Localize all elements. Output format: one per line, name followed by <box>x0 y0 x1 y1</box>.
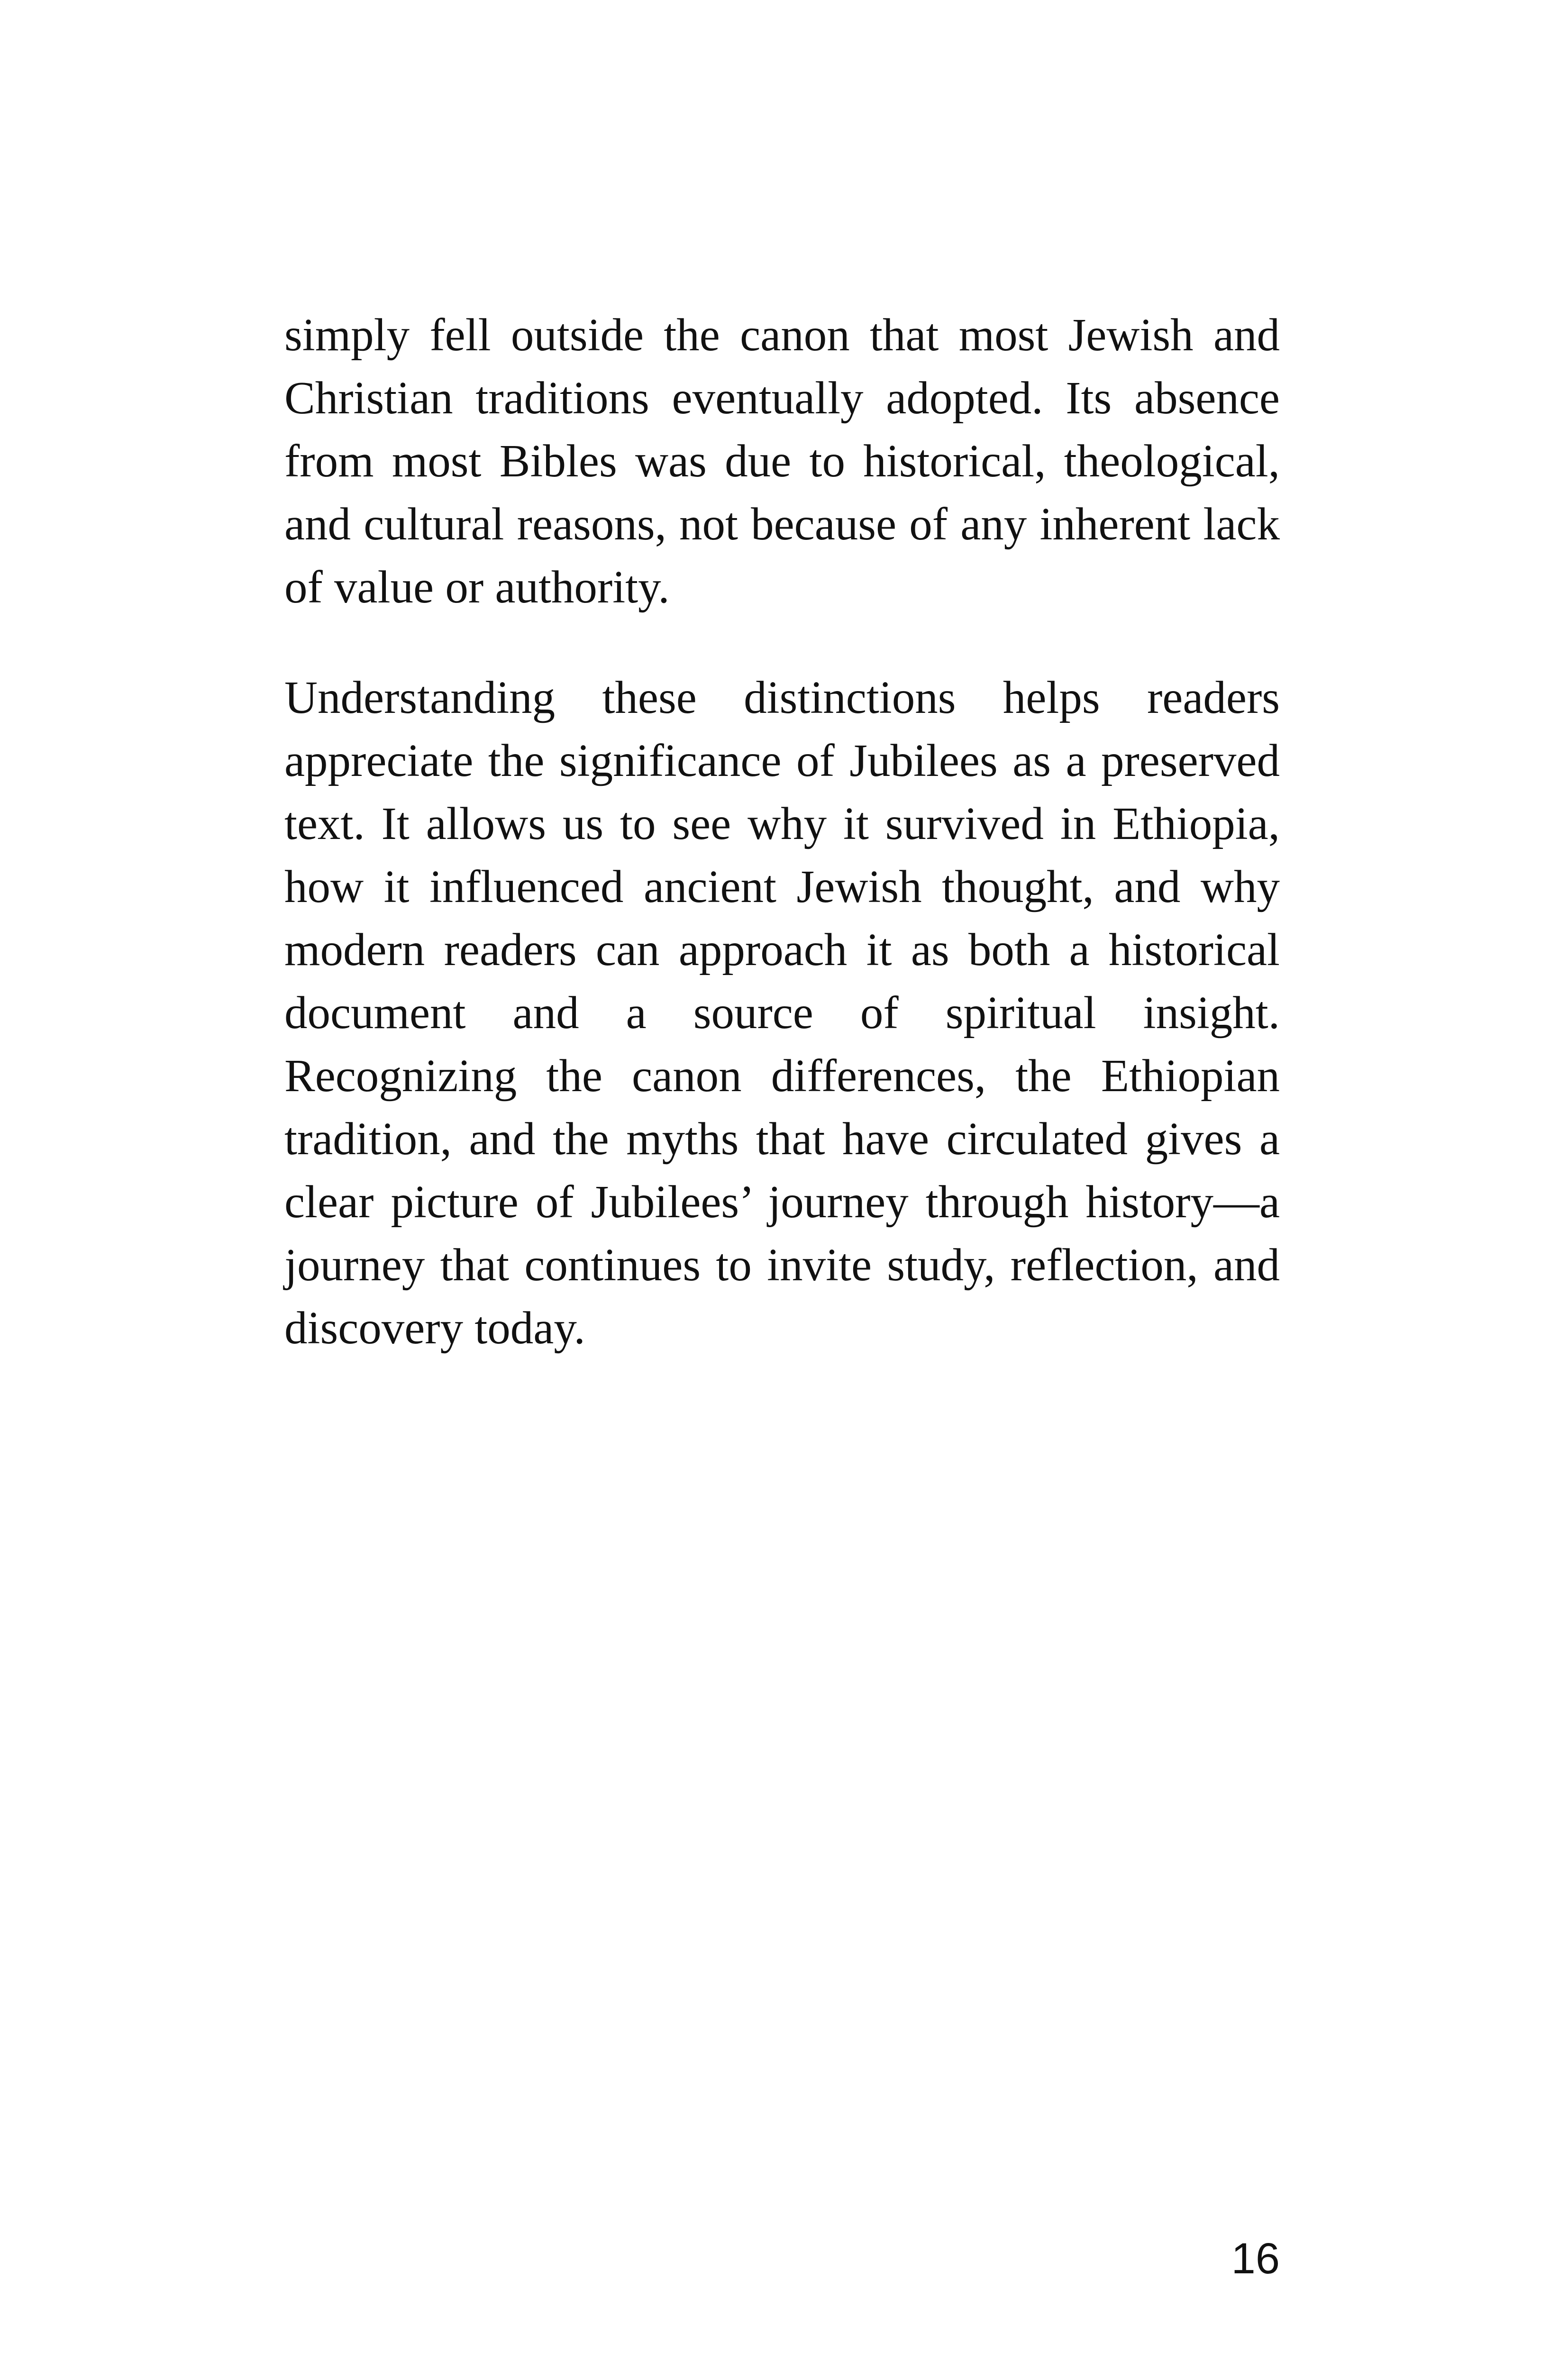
body-text <box>284 303 1280 1359</box>
paragraph-2: Understanding these distinctions helps readers appreciate the significance of Jubilees as a preserved text. It allows us to see why it survived in Ethiopia, how it influenced ancient Jewish thought, and why modern readers can approach it as both a historical document and a source of spiritual insight. Recognizing the canon differences, the Ethiopian tradition, and the myths that have circulated gives a clear picture of Jubilees’ journey through history—a journey that continues to invite study, reflection, and discovery today. <box>284 672 1280 1353</box>
page-number: 16 <box>1231 2234 1280 2283</box>
paragraph-1: simply fell outside the canon that most Jewish and Christian traditions eventually adopted. Its absence from most Bibles was due to historical, theological, and cultural reasons, not because of any inherent lack of value or authority. <box>284 310 1280 612</box>
